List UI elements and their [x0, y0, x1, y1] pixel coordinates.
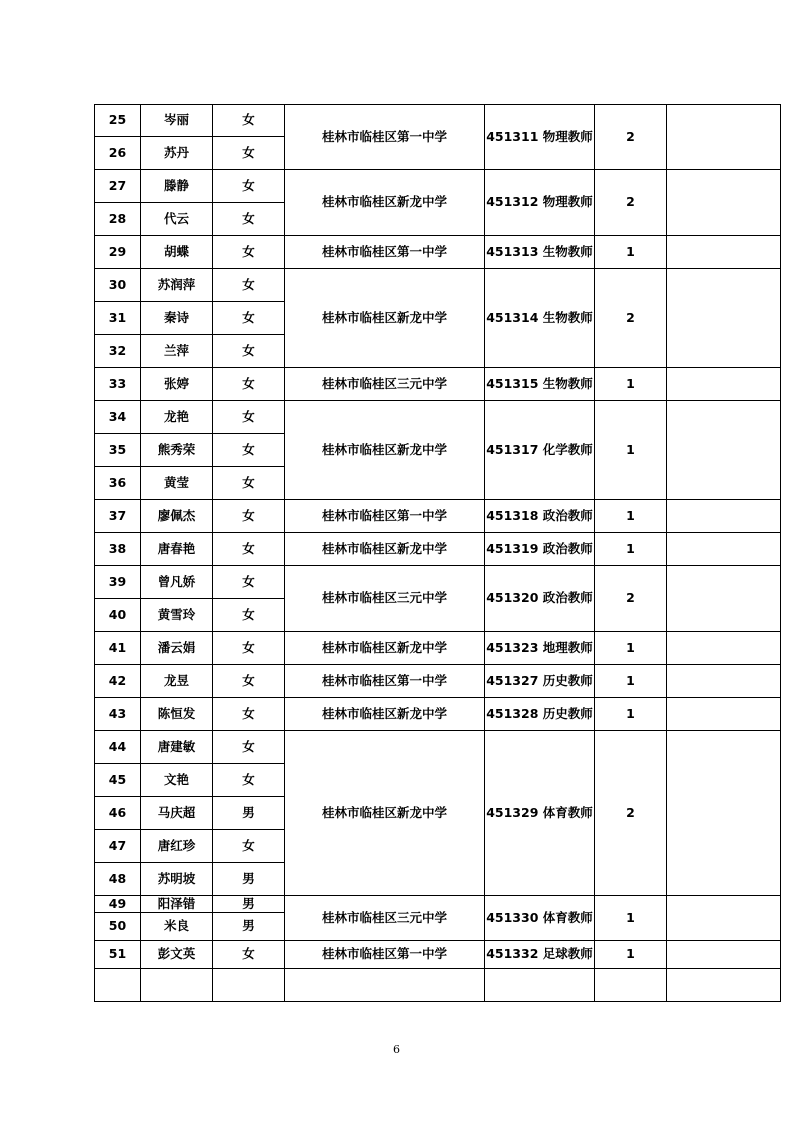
table-row [95, 500, 781, 533]
row-number: 25 [95, 105, 141, 137]
candidate-gender: 女 [213, 203, 285, 236]
candidate-gender: 女 [213, 632, 285, 665]
candidate-gender: 男 [213, 797, 285, 830]
hire-quota: 1 [595, 236, 667, 269]
hire-quota: 1 [595, 368, 667, 401]
row-number: 41 [95, 632, 141, 665]
hire-quota: 1 [595, 896, 667, 941]
table-row [95, 269, 781, 302]
remarks-cell [667, 698, 781, 731]
empty-cell [485, 969, 595, 1002]
school-name: 桂林市临桂区三元中学 [285, 896, 485, 941]
row-number: 33 [95, 368, 141, 401]
remarks-cell [667, 269, 781, 368]
remarks-cell [667, 896, 781, 941]
candidate-name: 龙昱 [141, 665, 213, 698]
candidate-gender: 女 [213, 533, 285, 566]
candidate-name: 秦诗 [141, 302, 213, 335]
position-code: 451314 生物教师 [485, 269, 595, 368]
candidate-name: 黄莹 [141, 467, 213, 500]
position-code: 451328 历史教师 [485, 698, 595, 731]
table-row [95, 665, 781, 698]
row-number: 43 [95, 698, 141, 731]
hire-quota: 2 [595, 170, 667, 236]
position-code: 451318 政治教师 [485, 500, 595, 533]
roster-body [95, 105, 781, 1002]
row-number: 31 [95, 302, 141, 335]
row-number: 32 [95, 335, 141, 368]
hire-quota: 1 [595, 500, 667, 533]
candidate-gender: 女 [213, 941, 285, 969]
candidate-name: 米良 [141, 913, 213, 941]
remarks-cell [667, 731, 781, 896]
hire-quota: 2 [595, 566, 667, 632]
table-row [95, 368, 781, 401]
candidate-name: 苏润萍 [141, 269, 213, 302]
position-code: 451330 体育教师 [485, 896, 595, 941]
row-number: 39 [95, 566, 141, 599]
remarks-cell [667, 500, 781, 533]
candidate-gender: 女 [213, 500, 285, 533]
school-name: 桂林市临桂区三元中学 [285, 368, 485, 401]
hire-quota: 1 [595, 665, 667, 698]
table-row [95, 105, 781, 137]
candidate-gender: 女 [213, 401, 285, 434]
candidate-gender: 女 [213, 665, 285, 698]
candidate-name: 苏明坡 [141, 863, 213, 896]
position-code: 451313 生物教师 [485, 236, 595, 269]
row-number: 28 [95, 203, 141, 236]
candidate-gender: 男 [213, 896, 285, 913]
row-number: 47 [95, 830, 141, 863]
candidate-name: 代云 [141, 203, 213, 236]
row-number: 40 [95, 599, 141, 632]
candidate-name: 张婷 [141, 368, 213, 401]
candidate-name: 龙艳 [141, 401, 213, 434]
school-name: 桂林市临桂区新龙中学 [285, 632, 485, 665]
position-code: 451312 物理教师 [485, 170, 595, 236]
table-row [95, 731, 781, 764]
candidate-name: 廖佩杰 [141, 500, 213, 533]
remarks-cell [667, 170, 781, 236]
hire-quota: 2 [595, 731, 667, 896]
candidate-gender: 女 [213, 731, 285, 764]
candidate-name: 潘云娟 [141, 632, 213, 665]
school-name: 桂林市临桂区新龙中学 [285, 731, 485, 896]
candidate-gender: 女 [213, 368, 285, 401]
empty-cell [141, 969, 213, 1002]
candidate-gender: 男 [213, 863, 285, 896]
candidate-gender: 女 [213, 137, 285, 170]
candidate-name: 兰萍 [141, 335, 213, 368]
row-number: 37 [95, 500, 141, 533]
table-row [95, 170, 781, 203]
candidate-name: 黄雪玲 [141, 599, 213, 632]
candidate-gender: 男 [213, 913, 285, 941]
candidate-gender: 女 [213, 236, 285, 269]
row-number: 46 [95, 797, 141, 830]
candidate-gender: 女 [213, 302, 285, 335]
school-name: 桂林市临桂区三元中学 [285, 566, 485, 632]
row-number: 26 [95, 137, 141, 170]
candidate-gender: 女 [213, 170, 285, 203]
candidate-gender: 女 [213, 335, 285, 368]
school-name: 桂林市临桂区新龙中学 [285, 698, 485, 731]
candidate-gender: 女 [213, 105, 285, 137]
candidate-gender: 女 [213, 698, 285, 731]
school-name: 桂林市临桂区第一中学 [285, 105, 485, 170]
table-row [95, 698, 781, 731]
candidate-name: 唐春艳 [141, 533, 213, 566]
candidate-gender: 女 [213, 830, 285, 863]
remarks-cell [667, 632, 781, 665]
table-row [95, 401, 781, 434]
roster-table [94, 104, 781, 1002]
row-number: 35 [95, 434, 141, 467]
school-name: 桂林市临桂区第一中学 [285, 941, 485, 969]
candidate-name: 滕静 [141, 170, 213, 203]
row-number: 34 [95, 401, 141, 434]
remarks-cell [667, 105, 781, 170]
table-row [95, 941, 781, 969]
row-number: 29 [95, 236, 141, 269]
school-name: 桂林市临桂区新龙中学 [285, 533, 485, 566]
candidate-name: 阳泽错 [141, 896, 213, 913]
remarks-cell [667, 941, 781, 969]
position-code: 451327 历史教师 [485, 665, 595, 698]
candidate-gender: 女 [213, 764, 285, 797]
empty-cell [95, 969, 141, 1002]
row-number: 30 [95, 269, 141, 302]
school-name: 桂林市临桂区新龙中学 [285, 269, 485, 368]
candidate-name: 胡蝶 [141, 236, 213, 269]
hire-quota: 1 [595, 401, 667, 500]
hire-quota: 1 [595, 698, 667, 731]
school-name: 桂林市临桂区第一中学 [285, 665, 485, 698]
remarks-cell [667, 533, 781, 566]
remarks-cell [667, 236, 781, 269]
hire-quota: 2 [595, 269, 667, 368]
candidate-name: 文艳 [141, 764, 213, 797]
position-code: 451323 地理教师 [485, 632, 595, 665]
candidate-name: 彭文英 [141, 941, 213, 969]
position-code: 451315 生物教师 [485, 368, 595, 401]
empty-cell [285, 969, 485, 1002]
empty-cell [213, 969, 285, 1002]
row-number: 50 [95, 913, 141, 941]
hire-quota: 2 [595, 105, 667, 170]
candidate-name: 苏丹 [141, 137, 213, 170]
position-code: 451319 政治教师 [485, 533, 595, 566]
table-row [95, 896, 781, 913]
row-number: 49 [95, 896, 141, 913]
candidate-gender: 女 [213, 566, 285, 599]
table-row [95, 632, 781, 665]
school-name: 桂林市临桂区第一中学 [285, 500, 485, 533]
candidate-name: 唐建敏 [141, 731, 213, 764]
table-row [95, 566, 781, 599]
position-code: 451320 政治教师 [485, 566, 595, 632]
candidate-name: 陈恒发 [141, 698, 213, 731]
candidate-gender: 女 [213, 599, 285, 632]
candidate-name: 岑丽 [141, 105, 213, 137]
row-number: 42 [95, 665, 141, 698]
candidate-name: 曾凡娇 [141, 566, 213, 599]
empty-cell [667, 969, 781, 1002]
hire-quota: 1 [595, 632, 667, 665]
school-name: 桂林市临桂区第一中学 [285, 236, 485, 269]
row-number: 27 [95, 170, 141, 203]
page-number: 6 [393, 1043, 400, 1056]
row-number: 38 [95, 533, 141, 566]
empty-row [95, 969, 781, 1002]
row-number: 48 [95, 863, 141, 896]
position-code: 451317 化学教师 [485, 401, 595, 500]
row-number: 44 [95, 731, 141, 764]
position-code: 451329 体育教师 [485, 731, 595, 896]
hire-quota: 1 [595, 533, 667, 566]
remarks-cell [667, 566, 781, 632]
remarks-cell [667, 401, 781, 500]
candidate-gender: 女 [213, 269, 285, 302]
row-number: 51 [95, 941, 141, 969]
candidate-name: 马庆超 [141, 797, 213, 830]
school-name: 桂林市临桂区新龙中学 [285, 401, 485, 500]
position-code: 451332 足球教师 [485, 941, 595, 969]
candidate-name: 熊秀荣 [141, 434, 213, 467]
candidate-name: 唐红珍 [141, 830, 213, 863]
candidate-gender: 女 [213, 467, 285, 500]
hire-quota: 1 [595, 941, 667, 969]
table-row [95, 236, 781, 269]
school-name: 桂林市临桂区新龙中学 [285, 170, 485, 236]
empty-cell [595, 969, 667, 1002]
row-number: 45 [95, 764, 141, 797]
remarks-cell [667, 665, 781, 698]
candidate-gender: 女 [213, 434, 285, 467]
remarks-cell [667, 368, 781, 401]
table-row [95, 533, 781, 566]
row-number: 36 [95, 467, 141, 500]
position-code: 451311 物理教师 [485, 105, 595, 170]
